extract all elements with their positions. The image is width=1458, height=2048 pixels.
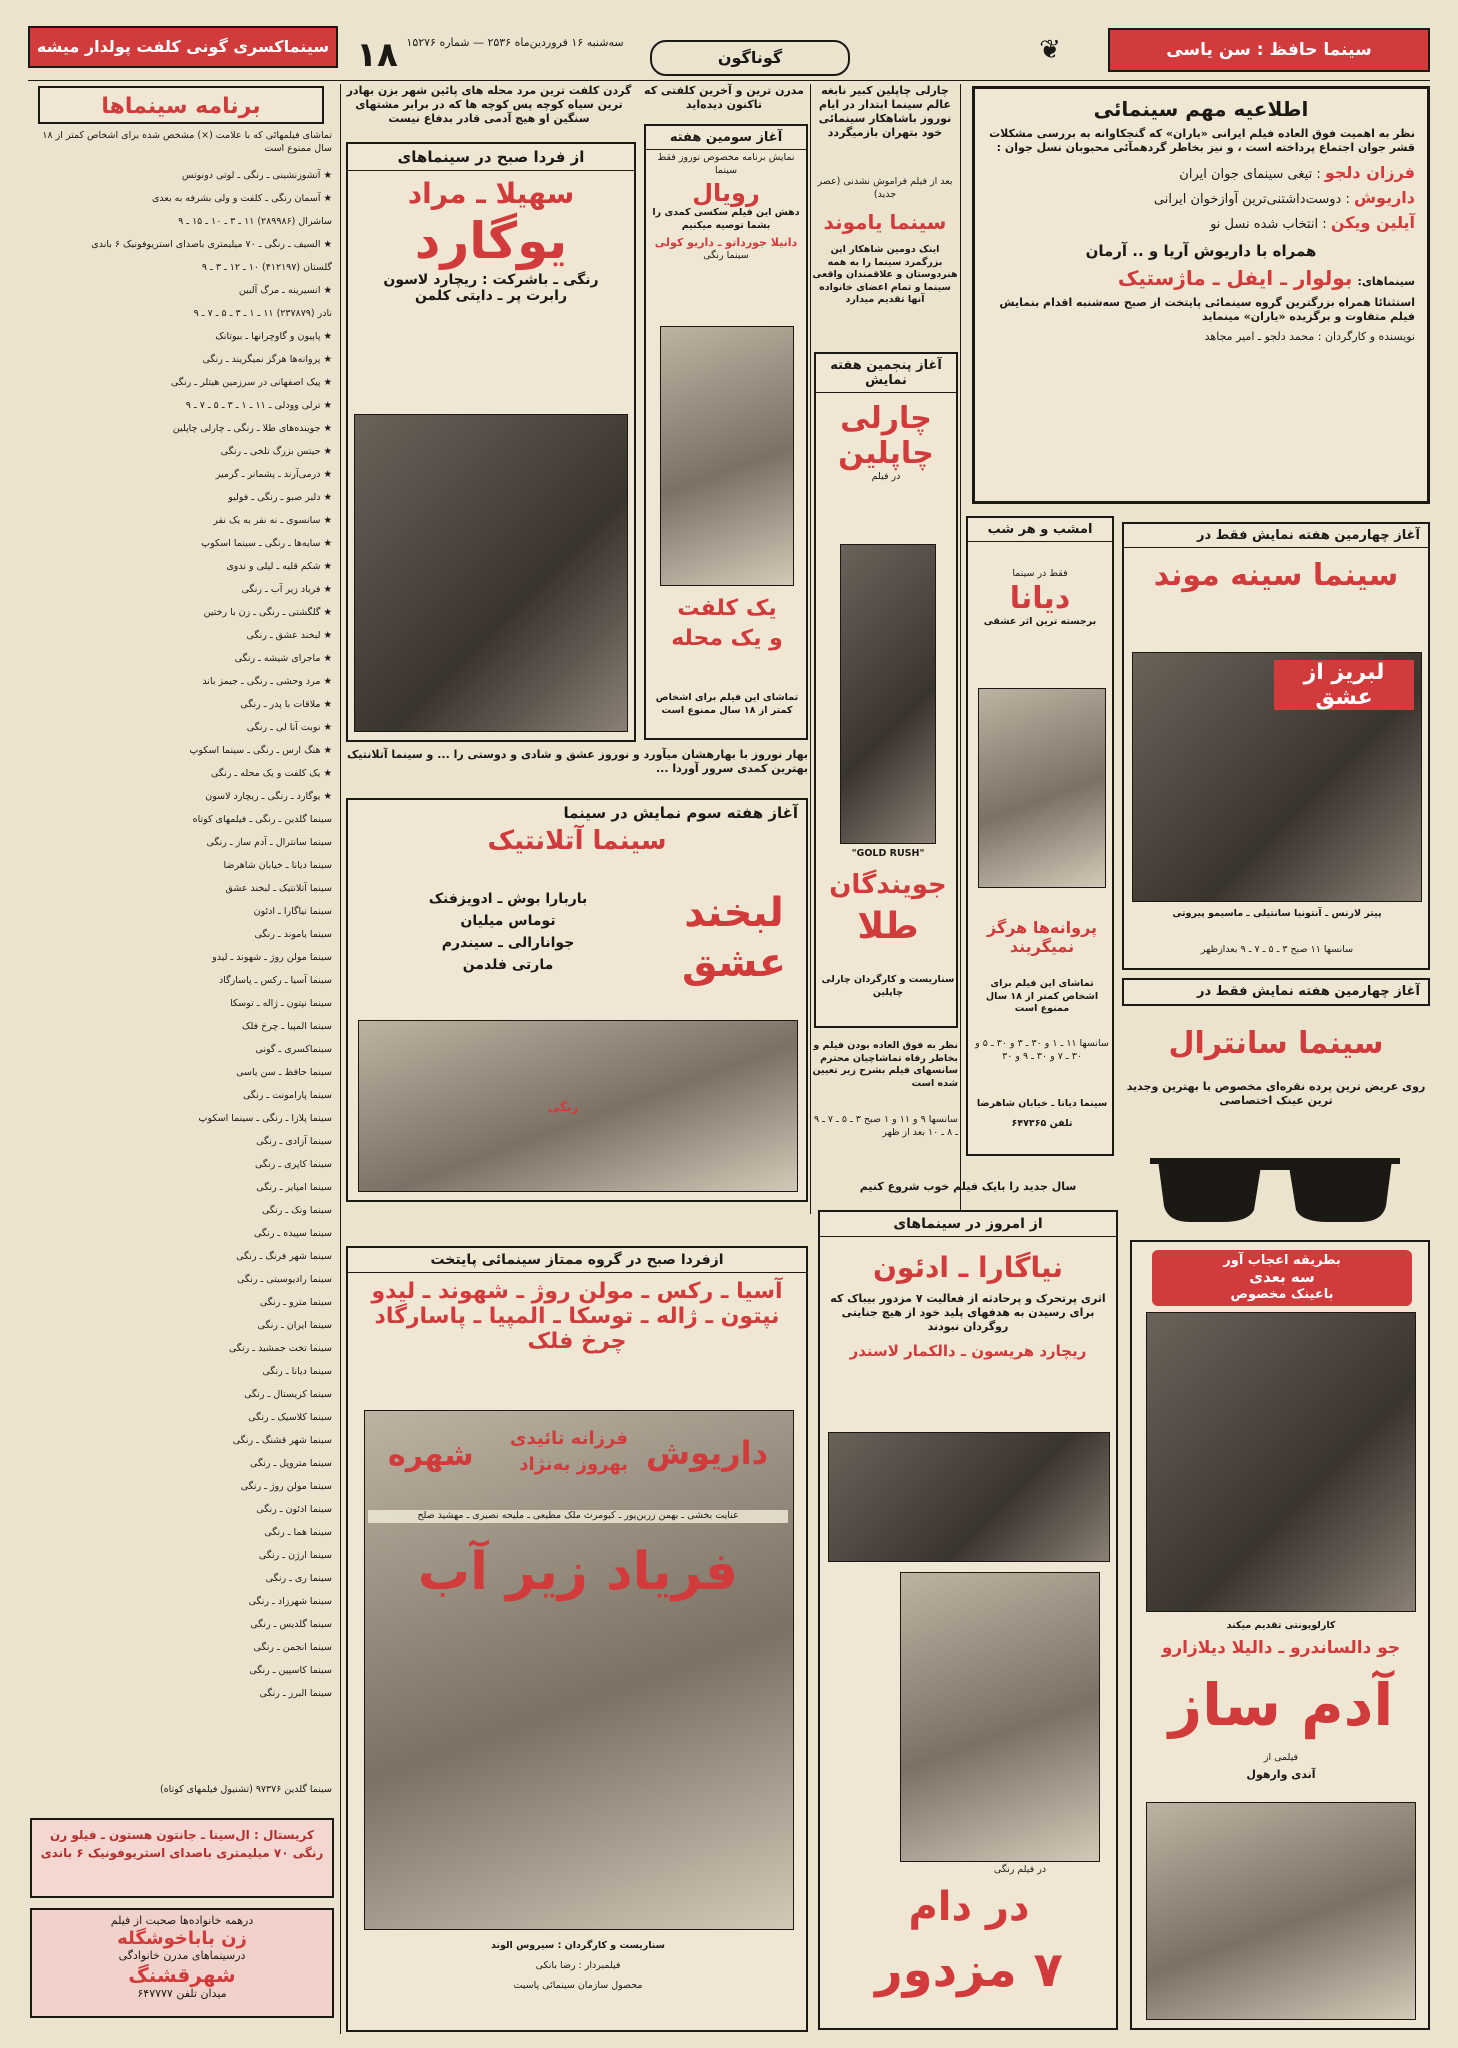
yaran-r3-desc: انتخاب شده نسل نو [1210,217,1319,232]
adamsaz-title: آدم ساز [1168,1671,1394,1739]
program-item: سینما ادئون ـ رنگی [256,1504,332,1515]
program-item: سینما گلدین ـ رنگی ـ فیلمهای کوتاه [192,814,332,825]
program-item: ★ انسیرینه ـ مرگ آلبین [238,285,332,296]
program-item: سینما سپیده ـ رنگی [254,1228,332,1239]
chaplin-title-1: جویندگان [829,870,947,900]
yaran-p2: استثنائا همراه بزرگترین گروه سینمائی پایتخت از صبح سه‌شنبه اقدام بنمایش فیلم متفاوت و برگزیده «یاران» مینماید [999,296,1415,323]
atlantic-title-2: عشق [681,940,787,986]
program-item: سینما شهر فرنگ ـ رنگی [236,1251,332,1262]
program-item: سینما مولن روژ ـ شهوند ـ لیدو [212,952,332,963]
program-item: ★ پاپیون و گاوچرانها ـ بیوتانک [215,331,332,342]
yogard-photo [354,414,628,732]
yaran-p1: نظر به اهمیت فوق العاده فیلم ایرانی «یاران» که گنجکاوانه به بررسی مشکلات قشر جوان اجتماع پرداخته است ، و نیز بخاطر گردهمآئی محبوبان نسل جوان : [989,127,1415,154]
program-item: سینما شهرزاد ـ رنگی [248,1596,332,1607]
atlantic-cast-2: توماس میلیان [460,913,556,929]
diana-address: سینما دیانا ـ خیابان شاهرضا [976,1098,1108,1109]
yaran-notice [972,86,1430,504]
yaran-r1-name: فرزان دلجو [1324,163,1415,182]
niagara-header: از امروز در سینماهای [820,1212,1116,1237]
royal-note: تماشای این فیلم برای اشخاص کمتر از ۱۸ سال ممنوع است [655,692,799,716]
diana-note: تماشای این فیلم برای اشخاص کمتر از ۱۸ سال ممنوع است [985,978,1099,1014]
program-item: سینما سانترال ـ آدم ساز ـ رنگی [206,837,332,848]
hafez-ad-banner: سینما حافظ : سن یاسی [1108,28,1430,72]
program-item: ★ پروانه‌ها هرگز نمیگریند ـ رنگی [202,354,332,365]
program-item: سینما گلدیس ـ رنگی [250,1619,332,1630]
program-item: ★ ملاقات با پدر ـ رنگی [240,699,332,710]
program-item: سینما تخت جمشید ـ رنگی [228,1343,332,1354]
movand-title: لبریز از عشق [1274,660,1414,710]
program-item: سینما کاسپین ـ رنگی [249,1665,332,1676]
faryad-star-1: داریوش [645,1434,768,1472]
program-title: برنامه سینماها [38,86,324,124]
program-item: ★ گلگشتی ـ رنگی ـ زن با رختین [203,607,332,618]
faryad-title: فریاد زیر آب [417,1542,739,1602]
program-item: سینما ایران ـ رنگی [257,1320,332,1331]
shahr-ghashang-ad [30,1908,334,2018]
program-item: سینما مولن روژ ـ رنگی [240,1481,332,1492]
program-item: سینما کریستال ـ رنگی [244,1389,332,1400]
program-item: سینما دیانا ـ خیابان شاهرضا [223,860,332,871]
program-item: ★ السیف ـ رنگی ـ ۷۰ میلیمتری باصدای استریوفونیک ۶ باندی [91,239,332,250]
yogard-bottom-note: بهار نوروز با بهارهشان میآورد و نوروز عشق و شادی و دوستی را ... و سینما آتلانتیک بهترین کمدی سرور آوردا ... [346,748,808,775]
faryad-cinemas-1: آسیا ـ رکس ـ مولن روژ ـ شهوند ـ لیدو [371,1279,783,1304]
yaran-row-2: داریوش : دوست‌داشتنی‌ترین آوازخوان ایرانی [1153,188,1415,207]
atlantic-header: آغاز هفته سوم نمایش در سینما [563,804,798,822]
program-item: ★ لبخند عشق ـ رنگی [246,630,332,641]
faryad-credit-2: فیلمبردار : رضا بانکی [535,1960,621,1971]
yaran-cinemas-label: سینماهای: [1357,275,1415,288]
chaplin-gold-rush: "GOLD RUSH" [851,848,925,859]
yaran-cinemas: بولوار ـ ایفل ـ ماژستیک [1117,266,1353,290]
program-footer: سینما گلدین ۹۷۳۷۶ (تشنیول فیلمهای کوتاه) [159,1784,332,1795]
program-item: سینما ارژن ـ رنگی [258,1550,332,1561]
atlantic-color: رنگی [548,1100,579,1114]
program-item: گلستان (۴۱۲۱۹۷) ۱۰ ـ ۱۲ ـ ۳ ـ ۹ [201,262,332,273]
chaplin-top-text: چارلی چاپلین کبیر نابغه عالم سینما ابتدار در ایام نوروز باشاهکار سینمائی خود بتهران بازمیگردد [818,84,952,139]
royal-cinema: رویال [692,179,760,207]
chaplin-photo [840,544,936,844]
program-item: سینما آتلانتیک ـ لبخند عشق [225,883,332,894]
program-item: ★ پیک اصفهانی در سرزمین هیتلر ـ رنگی [170,377,332,388]
faryad-stars [378,1424,778,1524]
atlantic-cast-4: مارتی فلدمن [462,957,554,973]
program-item: سینما ونک ـ رنگی [261,1205,332,1216]
chaplin-in-film: در فیلم [871,471,901,482]
chaplin-times: سانسها ۹ و ۱۱ و ۱ صبح ۳ ـ ۵ ـ ۷ ـ ۹ ـ ۸ ـ ۱۰ بعد از ظهر [813,1114,958,1138]
program-item: ★ ماجرای شیشه ـ رنگی [234,653,332,664]
program-item: سینما رادیوسیتی ـ رنگی [237,1274,332,1285]
yaran-row-3: آیلین ویکن : انتخاب شده نسل نو [1210,213,1415,232]
central-cinema: سینما سانترال [1168,1026,1384,1061]
adamsaz-ad [1130,1240,1430,2030]
yaran-credit: نویسنده و کارگردان : محمد دلجو ـ امیر مجاهد [1204,330,1415,343]
program-item: سینما آسیا ـ رکس ـ پاسارگاد [219,975,332,986]
program-item: ★ آتشوزنشینی ـ رنگی ـ لوتی دونوتس [181,170,332,181]
program-item: سینما حافظ ـ سن یاسی [236,1067,332,1078]
royal-sub: نمایش برنامه مخصوص نوروز فقط سینما [657,152,795,176]
niagara-cinemas: نیاگارا ـ ادئون [873,1251,1063,1284]
program-item: سینما ری ـ رنگی [265,1573,332,1584]
program-item: سینما کلاسیک ـ رنگی [248,1412,332,1423]
yogard-header: از فردا صبح در سینماهای [348,144,634,171]
sohaila-top-text: گردن کلفت ترین مرد محله های پائین شهر بزن بهادر ترین سیاه کوچه پس کوچه ها که در برابر مشتهای سنگین او هیچ آدمی قادر بدفاع نیست [346,84,632,125]
issue-date: سه‌شنبه ۱۶ فروردین‌ماه ۲۵۳۶ — شماره ۱۵۲۷۶ [406,36,624,49]
shahr-ghashang-line: درسینماهای مدرن خانوادگی [118,1949,246,1962]
atlantic-cast-3: جوانارالی ـ سیندرم [441,935,575,951]
diana-sub: فقط در سینما [1012,568,1068,579]
diana-phone: تلفن ۶۴۷۳۶۵ [1011,1118,1073,1129]
niagara-photo-2 [900,1572,1100,1862]
niagara-mid-text: سال جدید را بایک فیلم خوب شروع کنیم [859,1180,1077,1193]
program-item: سینما المپیا ـ چرخ فلک [241,1021,332,1032]
royal-photo [660,326,794,586]
shahr-ghashang-title: زن باباخوشگله [117,1928,247,1949]
adamsaz-badge [1152,1250,1412,1306]
adamsaz-badge-2: سه بعدی [1249,1268,1315,1286]
diana-cinema: دیانا [1009,580,1071,616]
diana-times: سانسها ۱۱ ـ ۱ و ۳۰ ـ ۳ و ۳۰ ـ ۵ و ۳۰ ـ ۷ و ۳۰ ـ ۹ و ۳۰ [975,1038,1109,1062]
page-number: ۱۸ [356,35,398,75]
program-item: ★ هنگ ارس ـ رنگی ـ سینما اسکوپ [189,745,332,756]
yaran-cinemas-row [987,266,1415,290]
program-item: سینما نپتون ـ ژاله ـ توسکا [230,998,332,1009]
faryad-credit: سناریست و کارگردان : سیروس الوند [490,1940,665,1951]
glasses-icon [1150,1140,1400,1230]
crystal-ad: کریستال : ال‌سینا ـ جانتون هستون ـ فیلو رن رنگی ۷۰ میلیمتری باصدای استریوفونیک ۶ باندی [30,1818,334,1898]
program-item: سینما نیاگارا ـ ادئون [253,906,332,917]
program-list [30,164,332,1774]
royal-header: آغاز سومین هفته [646,126,806,150]
movand-ad [1122,522,1430,970]
program-item: ★ یک کلفت و یک محله ـ رنگی [211,768,332,779]
atlantic-cast-1: باربارا بوش ـ ادویزفنک [428,891,588,907]
central-header-box [1122,978,1430,1006]
faryad-cinemas-3: چرخ فلک [527,1329,627,1354]
faryad-star-2: فرزانه تائیدی [510,1428,628,1449]
chaplin-sub: بعد از فیلم فراموش نشدنی (عصر جدید) [817,176,953,200]
diana-header: امشب و هر شب [968,518,1112,542]
section-tag: گوناگون [650,40,850,76]
yaran-r2-desc: دوست‌داشتنی‌ترین آوازخوان ایرانی [1153,192,1342,207]
yaran-row-1: فرزان دلجو : تیغی سینمای جوان ایران [1179,163,1415,182]
yogard-credits-1: رنگی ـ باشرکت : ریچارد لاسون [383,272,599,288]
program-item: ساشرال (۲۸۹۹۸۶) ۱۱ ـ ۳ ـ ۱۰ ـ ۱۵ ـ ۹ [178,216,332,227]
program-item: سینما متروپل ـ رنگی [250,1458,332,1469]
movand-header: آغاز چهارمین هفته نمایش فقط در [1124,524,1428,548]
program-item: ★ یوگارد ـ رنگی ـ ریچارد لاسون [205,791,332,802]
program-item: سینماکسری ـ گونی [255,1044,332,1055]
program-item: ★ سانسوی ـ نه نفر به یک نفر [213,515,332,526]
program-item: سینما یاموند ـ رنگی [254,929,332,940]
faryad-header: ازفردا صبح در گروه ممتاز سینمائی پایتخت [348,1248,806,1273]
faryad-cinemas-2: نپتون ـ ژاله ـ توسکا ـ المپیا ـ پاسارگاد [374,1304,780,1329]
diana-title: پروانه‌ها هرگز نمیگریند [986,918,1098,956]
program-item: ★ حیتس بزرگ تلخی ـ رنگی [220,446,332,457]
faryad-star-3: بهروز به‌نژاد [519,1454,628,1475]
niagara-ad [818,1210,1118,2030]
kasra-ad-banner: سینماکسری گونی کلفت پولدار میشه [28,26,338,68]
diana-ad [966,516,1114,1156]
faryad-studio: محصول سازمان سینمائی پاسیت [513,1980,643,1991]
diana-desc: برجسته ترین اثر عشقی [983,615,1097,627]
program-item: سینما البرز ـ رنگی [259,1688,332,1699]
chaplin-intro: اینک دومین شاهکار این بزرگمرد سینما را به همه هنردوستان و علاقمندان واقعی سینما و تمام اعضای خانواده آنها تقدیم میدارد [812,244,958,305]
yogard-title: یوگارد [414,212,568,270]
atlantic-cast [358,888,658,976]
yogard-credits-2: رابرت پر ـ دایتی کلمن [414,288,568,304]
adamsaz-photo [1146,1312,1416,1612]
yaran-r2-name: داریوش [1353,188,1415,207]
program-item: ★ مرد وحشی ـ رنگی ـ جیمز باند [202,676,332,687]
chaplin-star-2: چاپلین [838,436,934,471]
program-item: سینما هما ـ رنگی [264,1527,332,1538]
royal-title-1: یک کلفت [677,596,777,621]
yogard-cinemas: سهیلا ـ مراد [407,177,575,210]
program-intro: تماشای فیلمهائی که با علامت (×) مشخص شده برای اشخاص کمتر از ۱۸ سال ممنوع است [42,130,332,154]
yogard-ad [346,142,636,742]
chaplin-note: نظر به فوق العاده بودن فیلم و بخاطر رفاه تماشاچیان محترم سانسهای فیلم بشرح زیر تعیین شده است [812,1040,958,1089]
program-item: سینما شهر قشنگ ـ رنگی [232,1435,332,1446]
shahr-ghashang-intro: درهمه خانواده‌ها صحبت از فیلم [110,1914,254,1927]
program-item: سینما انجمن ـ رنگی [253,1642,332,1653]
chaplin-ad [814,352,958,1028]
niagara-title-2: ۷ مزدور [875,1942,1063,1998]
program-column [28,84,334,1824]
central-header: آغاز چهارمین هفته نمایش فقط در [1197,984,1420,999]
adamsaz-badge-3: باعینک مخصوص [1230,1287,1334,1302]
yaran-r1-desc: تیغی سینمای جوان ایران [1179,167,1313,182]
royal-color: سینما رنگی [703,250,749,261]
royal-cast: دانیلا جورداتو ـ داریو کولی [654,236,798,249]
movand-cinema: سینما سینه موند [1153,558,1399,593]
program-item: سینما کاپری ـ رنگی [254,1159,332,1170]
niagara-desc: اثری پرتحرک و پرحادثه از فعالیت ۷ مزدور بیباک که برای رسیدن به هدفهای پلید خود از هیچ جنایتی روگردان نبودند [830,1292,1106,1333]
program-item: ★ فریاد زیر آب ـ رنگی [241,584,332,595]
royal-ad [644,124,808,740]
yaran-roster [987,163,1415,232]
adamsaz-director-label: فیلمی از [1263,1752,1299,1763]
faryad-ad [346,1246,808,2032]
program-item: نادر (۲۳۷۸۷۹) ۱۱ ـ ۱ ـ ۳ ـ ۵ ـ ۷ ـ ۹ [193,308,332,319]
niagara-title-1: در دام [908,1884,1030,1930]
niagara-color: در فیلم رنگی [993,1864,1047,1875]
shahr-ghashang-cinema: شهرقشنگ [128,1963,236,1987]
adamsaz-prod: کارلوپونتی تقدیم میکند [1226,1620,1336,1631]
program-item: ★ درمی‌آرند ـ پشمانر ـ گرمیر [215,469,332,480]
program-item: ★ نوبت آنا لی ـ رنگی [246,722,332,733]
program-item: سینما پارامونت ـ رنگی [242,1090,332,1101]
adamsaz-photo-2 [1146,1802,1416,2020]
program-item: سینما آزادی ـ رنگی [256,1136,332,1147]
program-item: ★ دلبر صبو ـ رنگی ـ فولیو [228,492,332,503]
royal-desc: دهش این فیلم سکسی کمدی را بشما توصیه میکنیم [652,207,800,231]
program-item: سینما پلازا ـ رنگی ـ سینما اسکوپ [198,1113,332,1124]
chaplin-star-1: چارلی [840,401,932,436]
atlantic-title-1: لبخند [684,890,784,936]
atlantic-ad [346,798,808,1202]
yaran-r3-name: آیلین ویکن [1330,213,1415,232]
faryad-supporting: عنایت بخشی ـ بهمن زرین‌پور ـ کیومرث ملک مطیعی ـ ملیحه نصیری ـ مهشید صلح [368,1510,788,1523]
program-item: ★ آسمان رنگی ـ کلفت و ولی بشرفه به بعدی [151,193,332,204]
chaplin-cinema: سینما یاموند [823,210,947,234]
adamsaz-badge-1: بطریقه اعجاب آور [1223,1253,1341,1268]
yaran-with: همراه با داریوش آریا و .. آرمان [1085,242,1317,260]
chaplin-title-2: طلا [857,906,919,947]
yaran-title: اطلاعیه مهم سینمائی [1093,97,1309,121]
program-item: سینما دیانا ـ رنگی [262,1366,332,1377]
program-item: ★ سایه‌ها ـ رنگی ـ سینما اسکوپ [201,538,332,549]
diana-photo [978,688,1106,888]
faryad-star-4: شهره [388,1438,474,1473]
adamsaz-director: آندی وارهول [1246,1768,1316,1781]
chaplin-credit: سناریست و کارگردان چارلی چاپلین [821,974,955,998]
movand-times: سانسها ۱۱ صبح ۳ ـ ۵ ـ ۷ ـ ۹ بعدازظهر [1200,944,1354,955]
royal-title-2: و یک محله [671,626,783,651]
program-item: ★ ترلی وودلی ـ ۱۱ ـ ۱ ـ ۳ ـ ۵ ـ ۷ ـ ۹ [185,400,332,411]
chaplin-header: آغاز پنجمین هفته نمایش [816,354,956,393]
niagara-cast: ریچارد هریسون ـ دالکمار لاسندر [849,1342,1087,1360]
shahr-ghashang-phone: میدان تلفن ۶۴۷۷۷۷ [137,1987,227,2000]
atlantic-cinema: سینما آتلانتیک [487,826,667,856]
adamsaz-cast: جو دالساندرو ـ دالیلا دیلازارو [1161,1638,1401,1658]
program-item: سینما امپایر ـ رنگی [256,1182,332,1193]
program-item: ★ جوینده‌های طلا ـ رنگی ـ چارلی چاپلین [172,423,332,434]
program-item: سینما مترو ـ رنگی [259,1297,332,1308]
movand-cast: پیتر لارنس ـ آنتونیا سانتیلی ـ ماسیمو پیروتی [1172,908,1382,919]
niagara-photo [828,1432,1110,1562]
header-ornament: ❦ [1039,35,1061,65]
royal-top-text: مدرن ترین و آخرین کلفتی که تاکنون دیده‌اید [644,84,804,111]
central-desc: روی عریض ترین پرده نقره‌ای مخصوص با بهترین وجدید ترین عینک اختصاصی [1126,1080,1426,1107]
program-item: ★ شکم قلیه ـ لیلی و ندوی [226,561,332,572]
